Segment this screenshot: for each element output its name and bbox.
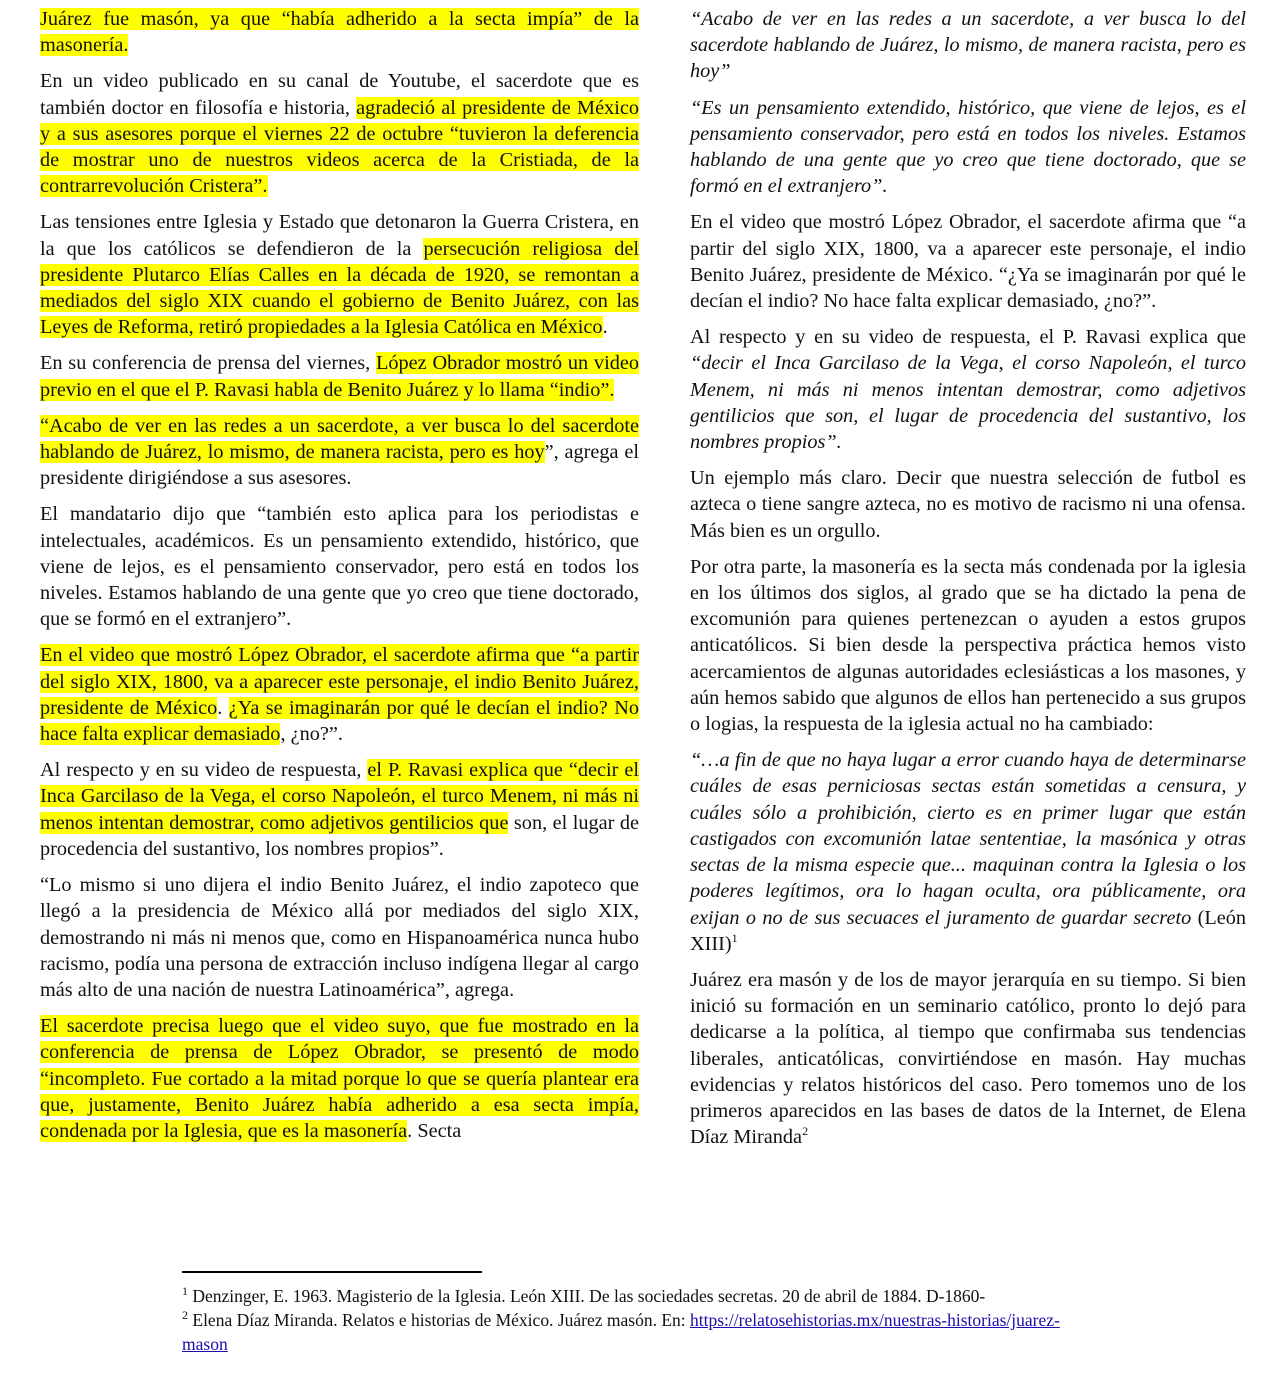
text-segment: . Secta <box>407 1119 462 1142</box>
text-segment: En el video que mostró López Obrador, el sacerdote afirma que “a partir del siglo XIX, 1800, va a aparecer este personaje, el indio Benito Juárez, presidente de México. “¿Ya se imaginarán por qué le decían el indio? No hace falta explicar demasiado, ¿no?”. <box>690 211 1246 313</box>
text-segment: En su conferencia de prensa del viernes, <box>40 352 376 375</box>
paragraph <box>690 209 1246 314</box>
footnote-link[interactable]: https://relatosehistorias.mx/nuestras-historias/juarez-mason <box>182 1310 1060 1354</box>
paragraph <box>40 757 639 862</box>
paragraph <box>40 642 639 747</box>
highlighted-text: persecución religiosa del presidente Plutarco Elías Calles en la década de 1920, se remontan a mediados del siglo XIX cuando el gobierno de Benito Juárez, con las Leyes de Reforma, retiró propiedades a la Iglesia Católica en México <box>40 237 639 339</box>
text-segment: son, el lugar de procedencia del sustantivo, los nombres propios”. <box>40 811 639 860</box>
paragraph <box>690 554 1246 737</box>
footnote-text: Elena Díaz Miranda. Relatos e historias de México. Juárez masón. En: <box>188 1310 690 1330</box>
footnote-number: 1 <box>182 1284 188 1299</box>
footnote-number: 2 <box>182 1308 188 1323</box>
highlighted-text: ¿Ya se imaginarán por qué le decían el indio? No hace falta explicar demasiado <box>40 696 639 746</box>
paragraph <box>40 68 639 199</box>
highlighted-text: Juárez fue masón, ya que “había adherido a la secta impía” de la masonería. <box>40 8 639 57</box>
text-segment: El mandatario dijo que “también esto aplica para los periodistas e intelectuales, académicos. Es un pensamiento extendido, histórico, que viene de lejos, es el pensamiento conservador, pero está en todos los niveles. Estamos hablando de una gente que yo creo que tiene doctorado, que se formó en el extranjero”. <box>40 503 639 631</box>
paragraph <box>40 6 639 58</box>
text-segment: (León XIII) <box>690 906 1247 955</box>
paragraph <box>40 872 639 1003</box>
footnote-ref: 2 <box>802 1124 809 1139</box>
highlighted-text: agradeció al presidente de México y a sus asesores porque el viernes 22 de octubre “tuvieron la deferencia de mostrar uno de nuestros videos acerca de la Cristiada, de la contrarrevolución Cristera”. <box>40 96 639 198</box>
paragraph <box>690 6 1246 85</box>
footnote-separator <box>182 1271 482 1273</box>
highlighted-text: López Obrador mostró un video previo en el que el P. Ravasi habla de Benito Juárez y lo llama “indio”. <box>40 352 639 401</box>
paragraph <box>40 1013 639 1144</box>
left-column <box>40 6 639 1154</box>
text-segment: “Lo mismo si uno dijera el indio Benito Juárez, el indio zapoteco que llegó a la presidencia de México allá por mediados del siglo XIX, demostrando ni más ni menos que, como en Hispanoamérica nunca hubo racismo, podía una persona de extracción incluso indígena llegar al cargo más alto de una nación de nuestra Latinoamérica”, agrega. <box>40 874 639 1001</box>
paragraph <box>690 747 1246 957</box>
text-segment: Un ejemplo más claro. Decir que nuestra selección de futbol es azteca o tiene sangre azteca, no es motivo de racismo ni una ofensa. Más bien es un orgullo. <box>690 467 1246 542</box>
quote-text: “decir el Inca Garcilaso de la Vega, el corso Napoleón, el turco Menem, ni más ni menos intentan demostrar, como adjetivos gentilicios que son, el lugar de procedencia del sustantivo, los nombres propios”. <box>690 352 1246 454</box>
text-segment: En un video publicado en su canal de Youtube, el sacerdote que es también doctor en filosofía e historia, <box>40 70 639 119</box>
text-segment: Las tensiones entre Iglesia y Estado que detonaron la Guerra Cristera, en la que los católicos se defendieron de la <box>40 211 639 260</box>
text-segment: ”, agrega el presidente dirigiéndose a sus asesores. <box>40 441 640 490</box>
paragraph <box>40 209 639 340</box>
paragraph <box>40 350 639 402</box>
paragraph <box>40 413 639 492</box>
quote-text: “Es un pensamiento extendido, histórico, que viene de lejos, es el pensamiento conservador, pero está en todos los niveles. Estamos hablando de una gente que yo creo que tiene doctorado, que se formó en el extranjero”. <box>690 96 1246 198</box>
paragraph <box>690 324 1246 455</box>
text-segment: Juárez era masón y de los de mayor jerarquía en su tiempo. Si bien inició su formación en un seminario católico, pronto lo dejó para dedicarse a la política, al tiempo que confirmaba sus tendencias liberales, anticatólicas, convirtiéndose en masón. Hay muchas evidencias y relatos históricos del caso. Pero tomemos uno de los primeros aparecidos en las bases de datos de la Internet, de Elena Díaz Miranda <box>690 968 1246 1149</box>
highlighted-text: el P. Ravasi explica que “decir el Inca Garcilaso de la Vega, el corso Napoleón, el turco Menem, ni más ni menos intentan demostrar, como adjetivos gentilicios que <box>40 759 639 834</box>
highlighted-text: En el video que mostró López Obrador, el sacerdote afirma que “a partir del siglo XIX, 1800, va a aparecer este personaje, el indio Benito Juárez, presidente de México <box>40 644 639 719</box>
paragraph <box>690 95 1246 200</box>
paragraph <box>690 465 1246 544</box>
right-column <box>690 6 1246 1160</box>
quote-text: “Acabo de ver en las redes a un sacerdote, a ver busca lo del sacerdote hablando de Juárez, lo mismo, de manera racista, pero es hoy” <box>690 8 1246 83</box>
paragraph <box>40 501 639 632</box>
footnotes <box>182 1284 1102 1356</box>
footnote-2 <box>182 1308 1102 1356</box>
footnote-text: Denzinger, E. 1963. Magisterio de la Iglesia. León XIII. De las sociedades secretas. 20 de abril de 1884. D-1860- <box>188 1286 986 1306</box>
paragraph <box>690 967 1246 1150</box>
text-segment: Al respecto y en su video de respuesta, el P. Ravasi explica que <box>690 326 1246 349</box>
text-segment: Por otra parte, la masonería es la secta más condenada por la iglesia en los últimos dos siglos, al grado que se ha dictado la pena de excomunión para quienes pertenezcan o ayuden a estos grupos anticatólicos. Si bien desde la perspectiva práctica hemos visto acercamientos de algunas autoridades eclesiásticas a los masones, y aún hemos sabido que algunos de ellos han pertenecido a sus grupos o logias, la respuesta de la iglesia actual no ha cambiado: <box>690 555 1246 736</box>
footnote-ref: 1 <box>731 930 738 945</box>
footnote-1 <box>182 1284 1102 1308</box>
text-segment: . <box>217 696 229 719</box>
text-segment: , ¿no?”. <box>280 723 343 746</box>
highlighted-text: “Acabo de ver en las redes a un sacerdote, a ver busca lo del sacerdote hablando de Juárez, lo mismo, de manera racista, pero es hoy <box>40 414 639 464</box>
text-segment: . <box>602 316 608 339</box>
highlighted-text: El sacerdote precisa luego que el video suyo, que fue mostrado en la conferencia de prensa de López Obrador, se presentó de modo “incompleto. Fue cortado a la mitad porque lo que se quería plantear era que, justamente, Benito Juárez había adherido a esa secta impía, condenada por la Iglesia, que es la masonería <box>40 1015 639 1142</box>
quote-text: “…a fin de que no haya lugar a error cuando haya de determinarse cuáles de esas perniciosas sectas están sometidas a censura, y cuáles sólo a prohibición, cierto es en primer lugar que están castigados con excomunión latae sententiae, la masónica y otras sectas de la misma especie que... maquinan contra la Iglesia o los poderes legítimos, ora lo hagan oculta, ora públicamente, ora exijan o no de sus secuaces el juramento de guardar secreto <box>690 749 1246 929</box>
text-segment: Al respecto y en su video de respuesta, <box>40 759 368 782</box>
